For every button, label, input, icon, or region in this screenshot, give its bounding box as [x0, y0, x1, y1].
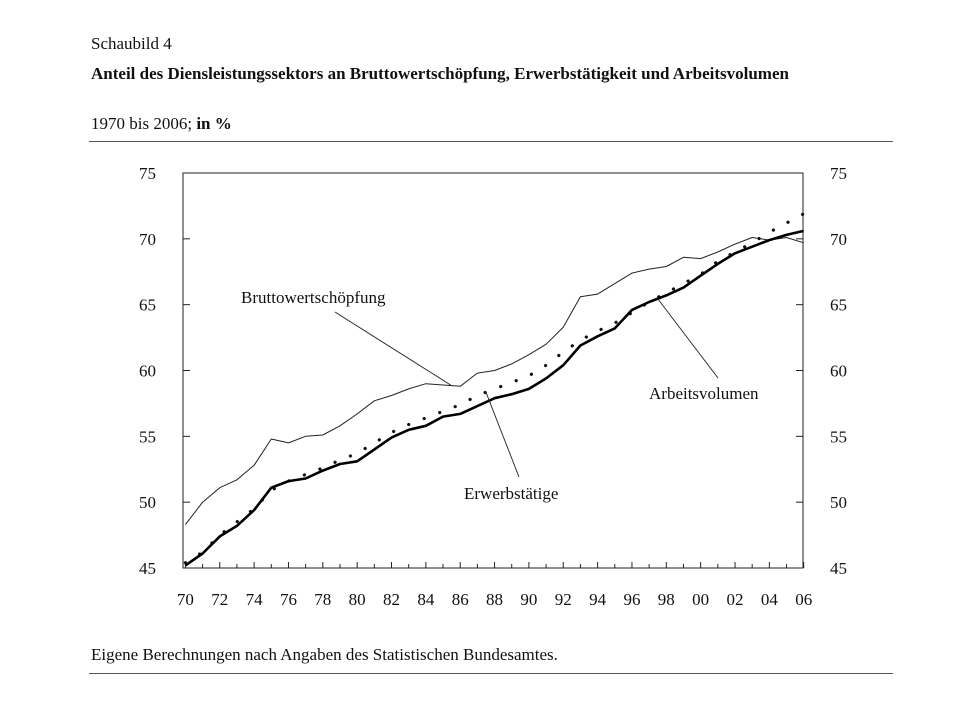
- y-tick-label-right: 45: [830, 559, 847, 578]
- y-tick-label-left: 50: [139, 493, 156, 513]
- x-tick-label: 06: [795, 590, 813, 609]
- annotation-layer: [241, 288, 759, 503]
- annotation-bruttowertschoepfung-leader: [335, 312, 452, 386]
- x-tick-label: 94: [589, 590, 607, 609]
- x-axis: [177, 562, 812, 609]
- x-tick-label: 98: [657, 590, 675, 609]
- annotation-arbeitsvolumen-leader: [658, 299, 718, 378]
- y-tick-label-right: 60: [830, 361, 847, 381]
- annotation-arbeitsvolumen: Arbeitsvolumen: [649, 384, 759, 403]
- segment: [546, 352, 563, 365]
- y-tick-label-right: 50: [830, 493, 847, 513]
- x-tick-label: 80: [348, 590, 366, 609]
- x-tick-label: 88: [486, 590, 504, 609]
- x-tick-label: 74: [245, 590, 263, 609]
- y-axis-right: [796, 164, 847, 578]
- y-tick-label-right: 75: [830, 164, 847, 183]
- y-tick-label-right: 65: [830, 295, 847, 315]
- x-tick-label: 90: [520, 590, 538, 609]
- annotation-bruttowertschoepfung: Bruttowertschöpfung: [241, 288, 386, 307]
- x-tick-label: 00: [692, 590, 710, 609]
- y-tick-label-left: 55: [139, 427, 156, 447]
- figure-caption-label: Schaubild 4: [91, 34, 172, 53]
- x-tick-label: 72: [211, 590, 229, 609]
- segment: [443, 405, 460, 412]
- x-tick-label: 02: [726, 590, 744, 609]
- x-tick-label: 84: [417, 590, 435, 609]
- annotation-erwerbstaetige: Erwerbstätige: [464, 484, 559, 503]
- bottom-rule: [89, 673, 893, 674]
- segment: [495, 382, 512, 389]
- y-tick-label-right: 55: [830, 427, 847, 447]
- y-tick-label-left: 70: [139, 229, 156, 249]
- segment: [512, 376, 529, 383]
- y-tick-label-left: 65: [139, 295, 156, 315]
- annotation-erwerbstaetige-leader: [486, 392, 519, 477]
- x-tick-label: 96: [623, 590, 641, 609]
- x-tick-label: 70: [176, 590, 194, 609]
- subtitle-period: 1970 bis 2006;: [91, 114, 197, 133]
- segment: [340, 453, 357, 460]
- x-tick-label: 78: [314, 590, 332, 609]
- y-tick-label-left: 45: [139, 559, 156, 578]
- figure-title: Anteil des Diensleistungssektors an Bruttowertschöpfung, Erwerbstätigkeit und Arbeitsvolumen: [91, 64, 789, 83]
- subtitle-unit: in %: [196, 114, 232, 133]
- segment: [374, 432, 391, 443]
- x-tick-label: 04: [760, 590, 778, 609]
- x-tick-label: 82: [383, 590, 401, 609]
- source-note: Eigene Berechnungen nach Angaben des Statistischen Bundesamtes.: [91, 645, 558, 664]
- y-tick-label-left: 75: [139, 164, 156, 183]
- y-tick-label-right: 70: [830, 229, 847, 249]
- x-tick-label: 86: [451, 590, 469, 609]
- y-tick-label-left: 60: [139, 361, 156, 381]
- y-axis-left: [139, 164, 190, 578]
- x-tick-label: 92: [554, 590, 572, 609]
- series-line-bruttowertschoepfung: [185, 238, 803, 525]
- x-tick-label: 76: [279, 590, 297, 609]
